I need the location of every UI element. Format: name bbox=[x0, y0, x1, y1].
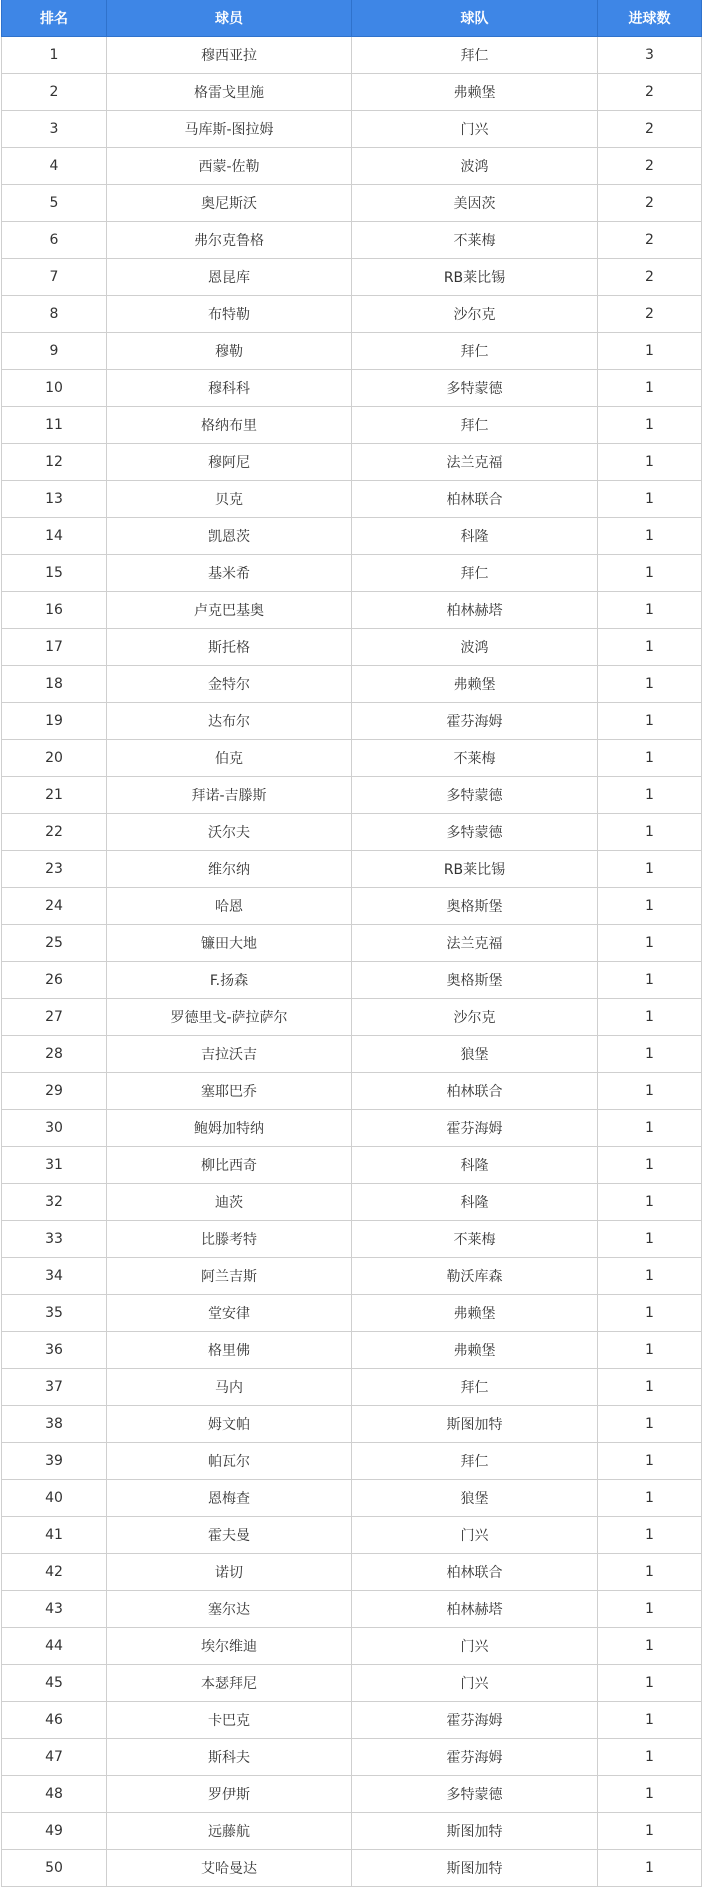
cell-goals: 2 bbox=[598, 185, 702, 222]
cell-rank: 38 bbox=[2, 1406, 107, 1443]
cell-team: 科隆 bbox=[352, 518, 598, 555]
table-row bbox=[2, 1036, 702, 1073]
table-row bbox=[2, 1776, 702, 1813]
table-row bbox=[2, 592, 702, 629]
cell-player: 艾哈曼达 bbox=[107, 1850, 352, 1887]
cell-rank: 50 bbox=[2, 1850, 107, 1887]
cell-rank: 20 bbox=[2, 740, 107, 777]
cell-team: 柏林赫塔 bbox=[352, 1591, 598, 1628]
cell-player: 格里佛 bbox=[107, 1332, 352, 1369]
cell-goals: 1 bbox=[598, 1517, 702, 1554]
cell-player: 布特勒 bbox=[107, 296, 352, 333]
cell-rank: 44 bbox=[2, 1628, 107, 1665]
cell-team: 美因茨 bbox=[352, 185, 598, 222]
table-row bbox=[2, 1110, 702, 1147]
cell-player: 穆阿尼 bbox=[107, 444, 352, 481]
cell-goals: 2 bbox=[598, 74, 702, 111]
cell-goals: 1 bbox=[598, 592, 702, 629]
cell-goals: 1 bbox=[598, 1221, 702, 1258]
cell-rank: 37 bbox=[2, 1369, 107, 1406]
cell-team: 沙尔克 bbox=[352, 999, 598, 1036]
header-team: 球队 bbox=[352, 0, 598, 37]
table-row bbox=[2, 370, 702, 407]
cell-goals: 1 bbox=[598, 740, 702, 777]
cell-rank: 11 bbox=[2, 407, 107, 444]
cell-team: 狼堡 bbox=[352, 1480, 598, 1517]
cell-goals: 1 bbox=[598, 1665, 702, 1702]
cell-goals: 1 bbox=[598, 962, 702, 999]
table-row bbox=[2, 1332, 702, 1369]
table-row bbox=[2, 481, 702, 518]
table-row bbox=[2, 1739, 702, 1776]
table-row bbox=[2, 1073, 702, 1110]
cell-player: 穆科科 bbox=[107, 370, 352, 407]
table-row bbox=[2, 444, 702, 481]
cell-team: 不莱梅 bbox=[352, 740, 598, 777]
table-row bbox=[2, 740, 702, 777]
table-row bbox=[2, 777, 702, 814]
table-row bbox=[2, 222, 702, 259]
cell-player: 埃尔维迪 bbox=[107, 1628, 352, 1665]
cell-rank: 16 bbox=[2, 592, 107, 629]
cell-team: 霍芬海姆 bbox=[352, 1110, 598, 1147]
cell-goals: 1 bbox=[598, 1702, 702, 1739]
table-row bbox=[2, 296, 702, 333]
cell-player: 达布尔 bbox=[107, 703, 352, 740]
cell-goals: 1 bbox=[598, 1739, 702, 1776]
table-row bbox=[2, 666, 702, 703]
cell-rank: 25 bbox=[2, 925, 107, 962]
table-row bbox=[2, 703, 702, 740]
cell-team: 狼堡 bbox=[352, 1036, 598, 1073]
cell-player: 柳比西奇 bbox=[107, 1147, 352, 1184]
cell-rank: 45 bbox=[2, 1665, 107, 1702]
cell-goals: 1 bbox=[598, 1258, 702, 1295]
cell-rank: 46 bbox=[2, 1702, 107, 1739]
table-row bbox=[2, 37, 702, 74]
cell-team: 弗赖堡 bbox=[352, 1295, 598, 1332]
cell-goals: 1 bbox=[598, 1628, 702, 1665]
cell-player: 基米希 bbox=[107, 555, 352, 592]
cell-team: 柏林联合 bbox=[352, 481, 598, 518]
cell-rank: 15 bbox=[2, 555, 107, 592]
table-body bbox=[2, 37, 702, 1887]
table-row bbox=[2, 1628, 702, 1665]
cell-team: 拜仁 bbox=[352, 333, 598, 370]
cell-team: 勒沃库森 bbox=[352, 1258, 598, 1295]
cell-goals: 1 bbox=[598, 1480, 702, 1517]
cell-team: 斯图加特 bbox=[352, 1813, 598, 1850]
cell-player: 卢克巴基奥 bbox=[107, 592, 352, 629]
table-row bbox=[2, 1480, 702, 1517]
cell-player: 罗伊斯 bbox=[107, 1776, 352, 1813]
cell-team: 法兰克福 bbox=[352, 444, 598, 481]
table-row bbox=[2, 814, 702, 851]
cell-team: 门兴 bbox=[352, 1665, 598, 1702]
cell-player: 斯托格 bbox=[107, 629, 352, 666]
cell-goals: 1 bbox=[598, 1147, 702, 1184]
cell-team: 多特蒙德 bbox=[352, 1776, 598, 1813]
cell-goals: 1 bbox=[598, 814, 702, 851]
cell-rank: 28 bbox=[2, 1036, 107, 1073]
cell-player: F.扬森 bbox=[107, 962, 352, 999]
table-row bbox=[2, 999, 702, 1036]
cell-player: 拜诺-吉滕斯 bbox=[107, 777, 352, 814]
cell-player: 塞耶巴乔 bbox=[107, 1073, 352, 1110]
table-row bbox=[2, 1147, 702, 1184]
cell-team: 波鸿 bbox=[352, 148, 598, 185]
cell-rank: 27 bbox=[2, 999, 107, 1036]
table-row bbox=[2, 1258, 702, 1295]
table-row bbox=[2, 1702, 702, 1739]
cell-player: 维尔纳 bbox=[107, 851, 352, 888]
table-row bbox=[2, 1850, 702, 1887]
cell-team: 奥格斯堡 bbox=[352, 888, 598, 925]
cell-player: 帕瓦尔 bbox=[107, 1443, 352, 1480]
cell-team: 弗赖堡 bbox=[352, 1332, 598, 1369]
cell-goals: 2 bbox=[598, 259, 702, 296]
cell-team: 柏林联合 bbox=[352, 1554, 598, 1591]
cell-team: 多特蒙德 bbox=[352, 370, 598, 407]
cell-rank: 33 bbox=[2, 1221, 107, 1258]
cell-team: 波鸿 bbox=[352, 629, 598, 666]
scorers-table bbox=[1, 0, 702, 1887]
table-row bbox=[2, 518, 702, 555]
cell-rank: 24 bbox=[2, 888, 107, 925]
cell-team: RB莱比锡 bbox=[352, 851, 598, 888]
cell-rank: 47 bbox=[2, 1739, 107, 1776]
cell-goals: 1 bbox=[598, 925, 702, 962]
cell-rank: 17 bbox=[2, 629, 107, 666]
cell-rank: 8 bbox=[2, 296, 107, 333]
cell-goals: 2 bbox=[598, 296, 702, 333]
cell-goals: 1 bbox=[598, 1332, 702, 1369]
table-row bbox=[2, 1443, 702, 1480]
cell-rank: 2 bbox=[2, 74, 107, 111]
cell-goals: 1 bbox=[598, 518, 702, 555]
cell-player: 弗尔克鲁格 bbox=[107, 222, 352, 259]
cell-player: 格雷戈里施 bbox=[107, 74, 352, 111]
table-row bbox=[2, 407, 702, 444]
table-row bbox=[2, 148, 702, 185]
table-row bbox=[2, 1813, 702, 1850]
cell-goals: 1 bbox=[598, 1184, 702, 1221]
cell-rank: 40 bbox=[2, 1480, 107, 1517]
cell-team: 多特蒙德 bbox=[352, 777, 598, 814]
cell-team: 拜仁 bbox=[352, 1369, 598, 1406]
cell-team: 不莱梅 bbox=[352, 1221, 598, 1258]
cell-player: 卡巴克 bbox=[107, 1702, 352, 1739]
table-row bbox=[2, 629, 702, 666]
table-row bbox=[2, 1554, 702, 1591]
cell-goals: 1 bbox=[598, 1110, 702, 1147]
cell-team: 弗赖堡 bbox=[352, 74, 598, 111]
cell-player: 阿兰吉斯 bbox=[107, 1258, 352, 1295]
table-row bbox=[2, 1369, 702, 1406]
table-row bbox=[2, 555, 702, 592]
cell-team: 门兴 bbox=[352, 111, 598, 148]
cell-team: 拜仁 bbox=[352, 407, 598, 444]
cell-goals: 2 bbox=[598, 111, 702, 148]
cell-player: 哈恩 bbox=[107, 888, 352, 925]
cell-goals: 1 bbox=[598, 999, 702, 1036]
cell-goals: 1 bbox=[598, 1406, 702, 1443]
cell-team: 科隆 bbox=[352, 1184, 598, 1221]
cell-goals: 1 bbox=[598, 1554, 702, 1591]
cell-goals: 1 bbox=[598, 444, 702, 481]
cell-goals: 1 bbox=[598, 777, 702, 814]
header-player: 球员 bbox=[107, 0, 352, 37]
table-row bbox=[2, 962, 702, 999]
cell-player: 镰田大地 bbox=[107, 925, 352, 962]
cell-player: 穆西亚拉 bbox=[107, 37, 352, 74]
table-row bbox=[2, 1184, 702, 1221]
cell-team: RB莱比锡 bbox=[352, 259, 598, 296]
cell-team: 柏林赫塔 bbox=[352, 592, 598, 629]
cell-goals: 1 bbox=[598, 407, 702, 444]
cell-rank: 18 bbox=[2, 666, 107, 703]
cell-team: 沙尔克 bbox=[352, 296, 598, 333]
cell-rank: 5 bbox=[2, 185, 107, 222]
cell-rank: 31 bbox=[2, 1147, 107, 1184]
cell-rank: 21 bbox=[2, 777, 107, 814]
cell-rank: 6 bbox=[2, 222, 107, 259]
cell-rank: 23 bbox=[2, 851, 107, 888]
cell-goals: 2 bbox=[598, 222, 702, 259]
table-row bbox=[2, 333, 702, 370]
cell-player: 罗德里戈-萨拉萨尔 bbox=[107, 999, 352, 1036]
cell-goals: 1 bbox=[598, 481, 702, 518]
cell-player: 远藤航 bbox=[107, 1813, 352, 1850]
cell-goals: 1 bbox=[598, 1295, 702, 1332]
cell-rank: 32 bbox=[2, 1184, 107, 1221]
cell-goals: 3 bbox=[598, 37, 702, 74]
cell-goals: 2 bbox=[598, 148, 702, 185]
cell-player: 吉拉沃吉 bbox=[107, 1036, 352, 1073]
table-row bbox=[2, 111, 702, 148]
cell-rank: 22 bbox=[2, 814, 107, 851]
table-row bbox=[2, 925, 702, 962]
cell-player: 诺切 bbox=[107, 1554, 352, 1591]
cell-player: 金特尔 bbox=[107, 666, 352, 703]
cell-team: 门兴 bbox=[352, 1517, 598, 1554]
cell-rank: 36 bbox=[2, 1332, 107, 1369]
cell-rank: 39 bbox=[2, 1443, 107, 1480]
cell-rank: 35 bbox=[2, 1295, 107, 1332]
cell-goals: 1 bbox=[598, 1813, 702, 1850]
cell-goals: 1 bbox=[598, 555, 702, 592]
cell-player: 奥尼斯沃 bbox=[107, 185, 352, 222]
table-row bbox=[2, 1665, 702, 1702]
cell-goals: 1 bbox=[598, 1591, 702, 1628]
cell-rank: 10 bbox=[2, 370, 107, 407]
cell-player: 塞尔达 bbox=[107, 1591, 352, 1628]
cell-rank: 12 bbox=[2, 444, 107, 481]
cell-rank: 4 bbox=[2, 148, 107, 185]
cell-goals: 1 bbox=[598, 666, 702, 703]
table-row bbox=[2, 74, 702, 111]
cell-player: 凯恩茨 bbox=[107, 518, 352, 555]
cell-player: 堂安律 bbox=[107, 1295, 352, 1332]
table-row bbox=[2, 888, 702, 925]
cell-team: 奥格斯堡 bbox=[352, 962, 598, 999]
cell-team: 拜仁 bbox=[352, 1443, 598, 1480]
cell-team: 斯图加特 bbox=[352, 1850, 598, 1887]
cell-rank: 9 bbox=[2, 333, 107, 370]
cell-player: 西蒙-佐勒 bbox=[107, 148, 352, 185]
cell-goals: 1 bbox=[598, 1369, 702, 1406]
cell-rank: 30 bbox=[2, 1110, 107, 1147]
cell-team: 多特蒙德 bbox=[352, 814, 598, 851]
cell-rank: 49 bbox=[2, 1813, 107, 1850]
cell-team: 霍芬海姆 bbox=[352, 1739, 598, 1776]
cell-player: 马内 bbox=[107, 1369, 352, 1406]
cell-goals: 1 bbox=[598, 888, 702, 925]
cell-rank: 43 bbox=[2, 1591, 107, 1628]
cell-rank: 26 bbox=[2, 962, 107, 999]
cell-team: 法兰克福 bbox=[352, 925, 598, 962]
cell-goals: 1 bbox=[598, 333, 702, 370]
cell-player: 贝克 bbox=[107, 481, 352, 518]
cell-player: 伯克 bbox=[107, 740, 352, 777]
cell-team: 霍芬海姆 bbox=[352, 1702, 598, 1739]
cell-team: 科隆 bbox=[352, 1147, 598, 1184]
table-row bbox=[2, 1406, 702, 1443]
cell-player: 比滕考特 bbox=[107, 1221, 352, 1258]
cell-goals: 1 bbox=[598, 629, 702, 666]
table-row bbox=[2, 1221, 702, 1258]
cell-player: 鲍姆加特纳 bbox=[107, 1110, 352, 1147]
cell-player: 本瑟拜尼 bbox=[107, 1665, 352, 1702]
cell-goals: 1 bbox=[598, 1850, 702, 1887]
cell-team: 柏林联合 bbox=[352, 1073, 598, 1110]
cell-team: 不莱梅 bbox=[352, 222, 598, 259]
cell-goals: 1 bbox=[598, 703, 702, 740]
cell-team: 弗赖堡 bbox=[352, 666, 598, 703]
cell-rank: 13 bbox=[2, 481, 107, 518]
cell-team: 拜仁 bbox=[352, 37, 598, 74]
cell-team: 霍芬海姆 bbox=[352, 703, 598, 740]
cell-rank: 14 bbox=[2, 518, 107, 555]
cell-rank: 29 bbox=[2, 1073, 107, 1110]
cell-team: 拜仁 bbox=[352, 555, 598, 592]
cell-goals: 1 bbox=[598, 1776, 702, 1813]
table-row bbox=[2, 1517, 702, 1554]
cell-player: 姆文帕 bbox=[107, 1406, 352, 1443]
table-row bbox=[2, 259, 702, 296]
cell-player: 迪茨 bbox=[107, 1184, 352, 1221]
cell-rank: 48 bbox=[2, 1776, 107, 1813]
cell-rank: 19 bbox=[2, 703, 107, 740]
cell-player: 斯科夫 bbox=[107, 1739, 352, 1776]
cell-team: 门兴 bbox=[352, 1628, 598, 1665]
cell-goals: 1 bbox=[598, 851, 702, 888]
cell-goals: 1 bbox=[598, 1036, 702, 1073]
cell-player: 霍夫曼 bbox=[107, 1517, 352, 1554]
table-row bbox=[2, 851, 702, 888]
cell-goals: 1 bbox=[598, 370, 702, 407]
cell-rank: 1 bbox=[2, 37, 107, 74]
table-row bbox=[2, 185, 702, 222]
table-row bbox=[2, 1295, 702, 1332]
cell-player: 穆勒 bbox=[107, 333, 352, 370]
header-rank: 排名 bbox=[2, 0, 107, 37]
cell-player: 恩昆库 bbox=[107, 259, 352, 296]
cell-goals: 1 bbox=[598, 1073, 702, 1110]
cell-goals: 1 bbox=[598, 1443, 702, 1480]
cell-rank: 3 bbox=[2, 111, 107, 148]
cell-rank: 42 bbox=[2, 1554, 107, 1591]
header-goals: 进球数 bbox=[598, 0, 702, 37]
cell-team: 斯图加特 bbox=[352, 1406, 598, 1443]
cell-player: 马库斯-图拉姆 bbox=[107, 111, 352, 148]
cell-player: 格纳布里 bbox=[107, 407, 352, 444]
cell-rank: 34 bbox=[2, 1258, 107, 1295]
cell-player: 沃尔夫 bbox=[107, 814, 352, 851]
cell-rank: 7 bbox=[2, 259, 107, 296]
cell-player: 恩梅查 bbox=[107, 1480, 352, 1517]
table-row bbox=[2, 1591, 702, 1628]
table-header-row bbox=[2, 0, 702, 37]
cell-rank: 41 bbox=[2, 1517, 107, 1554]
